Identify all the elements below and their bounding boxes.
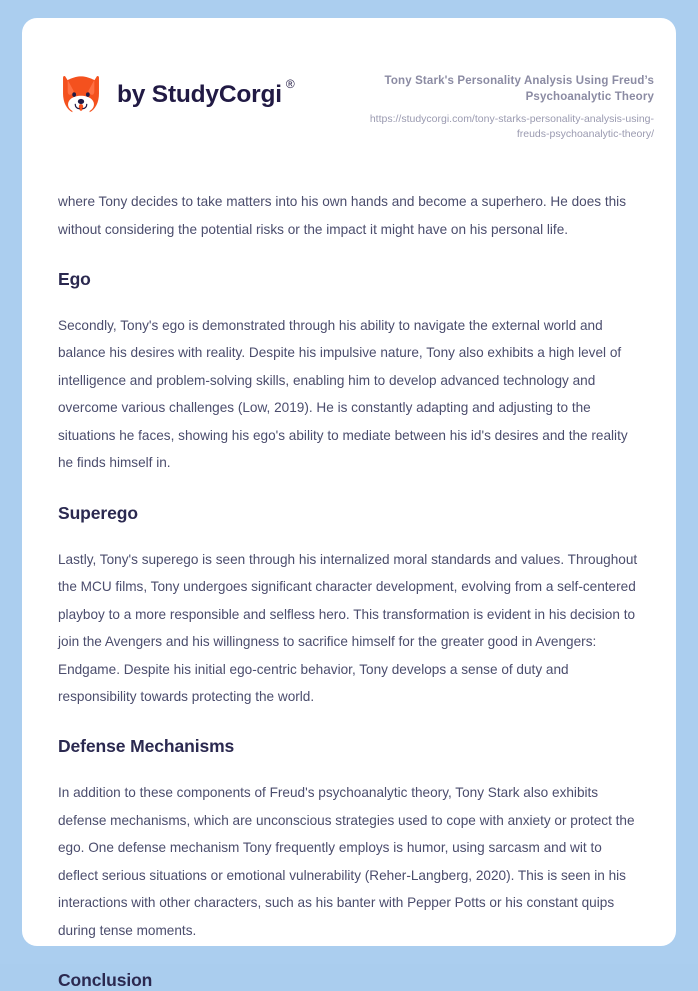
section-heading-defense-mechanisms: Defense Mechanisms <box>58 736 235 757</box>
document-body <box>22 188 676 991</box>
section-heading-superego: Superego <box>58 502 138 523</box>
registered-trademark-icon: ® <box>285 77 295 91</box>
header-meta <box>354 66 654 142</box>
document-title: Tony Stark's Personality Analysis Using Freud’s Psychoanalytic Theory <box>384 75 654 104</box>
document-url[interactable]: https://studycorgi.com/tony-starks-personality-analysis-using-freuds-psychoanalytic-theory/ <box>369 112 654 140</box>
section-paragraph-ego: Secondly, Tony's ego is demonstrated through his ability to navigate the external world and balance his desires with reality. Despite his impulsive nature, Tony also exhibits a high level of intelligence and problem-solving skills, enabling him to develop advanced technology and overcome various challenges (Low, 2019). He is constantly adapting and adjusting to the situations he faces, showing his ego's ability to mediate between his id's desires and the reality he finds himself in. <box>58 318 628 471</box>
brand-lockup[interactable] <box>58 66 294 118</box>
section-paragraph-superego: Lastly, Tony's superego is seen through his internalized moral standards and values. Throughout the MCU films, Tony undergoes significant character development, evolving from a self-centered playboy to a more responsible and selfless hero. This transformation is evident in his decision to join the Avengers and his willingness to sacrifice himself for the greater good in Avengers: Endgame. Despite his initial ego-centric behavior, Tony develops a sense of duty and responsibility towards protecting the world. <box>58 551 638 704</box>
brand-name-text: by StudyCorgi <box>117 81 282 108</box>
intro-paragraph: where Tony decides to take matters into his own hands and become a superhero. He does this without considering the potential risks or the impact it might have on his personal life. <box>58 194 626 237</box>
section-paragraph-defense-mechanisms: In addition to these components of Freud's psychoanalytic theory, Tony Stark also exhibits defense mechanisms, which are unconscious strategies used to cope with anxiety or protect the ego. One defense mechanism Tony frequently employs is humor, using sarcasm and wit to deflect serious situations or emotional vulnerability (Reher-Langberg, 2020). This is seen in his interactions with other characters, such as his banter with Pepper Potts or his constant quips during tense moments. <box>58 785 635 938</box>
document-paper <box>22 18 676 991</box>
document-header <box>22 18 676 142</box>
section-heading-ego: Ego <box>58 269 91 289</box>
corgi-logo-icon <box>58 72 104 118</box>
brand-wordmark <box>117 77 295 109</box>
section-heading-conclusion: Conclusion <box>58 970 153 991</box>
